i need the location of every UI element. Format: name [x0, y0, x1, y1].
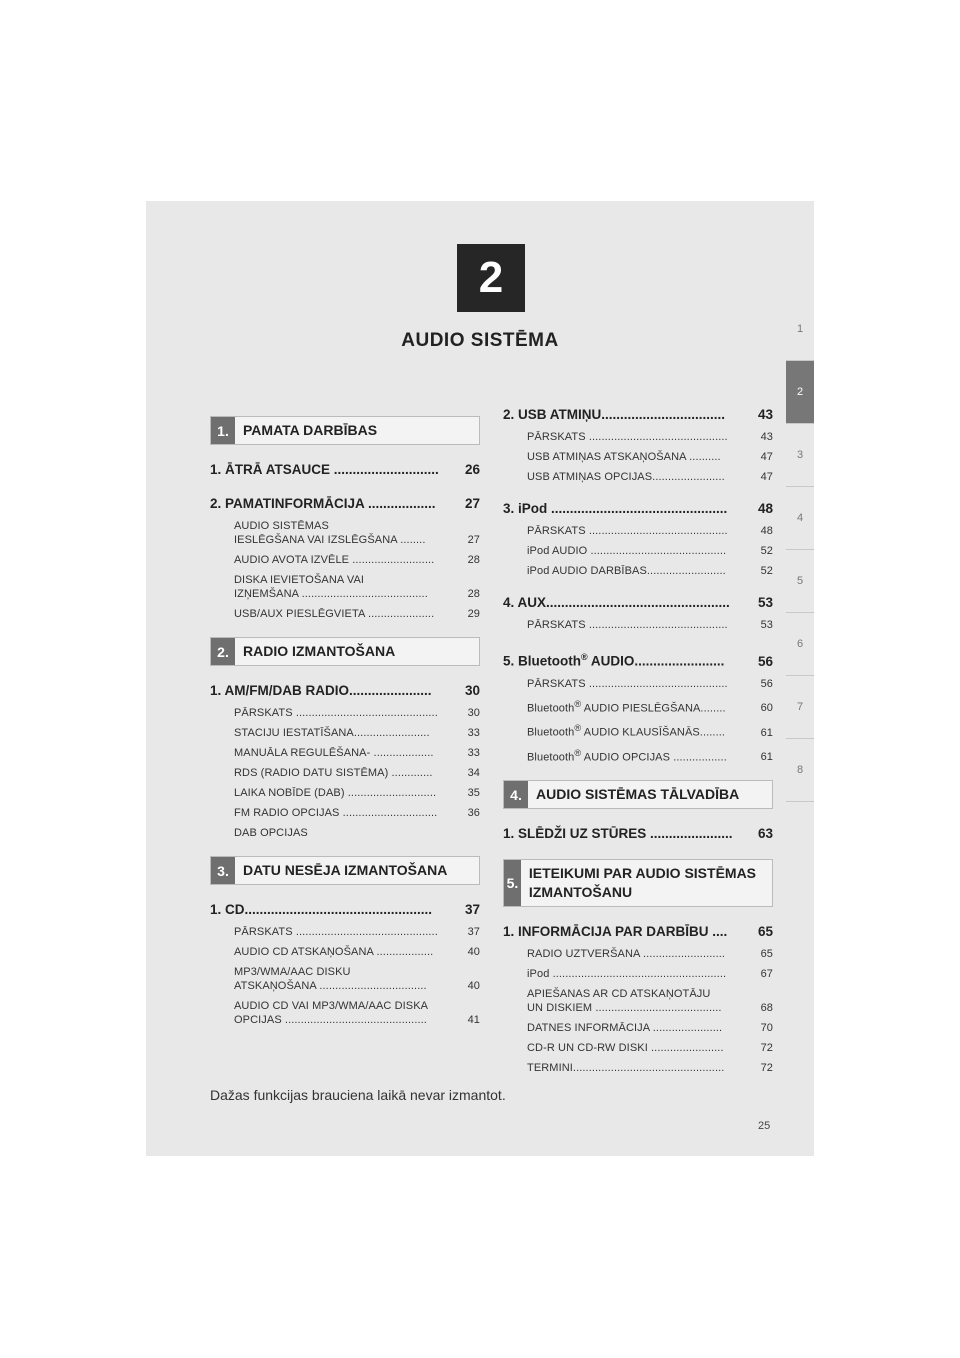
section-title: IETEIKUMI PAR AUDIO SISTĒMAS IZMANTOŠANU [528, 865, 757, 901]
toc-sub-label: USB ATMIŅAS OPCIJAS....................... [527, 471, 725, 483]
chapter-tab-1[interactable]: 1 [786, 298, 814, 361]
footnote: Dažas funkcijas brauciena laikā nevar izmantot. [210, 1087, 506, 1103]
section-title: AUDIO SISTĒMAS TĀLVADĪBA [536, 786, 740, 803]
toc-sub-page: 72 [760, 1062, 773, 1075]
section-header [210, 856, 480, 885]
toc-entry-page: 30 [464, 683, 480, 698]
section-header [503, 859, 773, 907]
toc-sub-entry[interactable] [527, 524, 773, 538]
toc-sub-page: 36 [467, 807, 480, 819]
toc-entry[interactable] [210, 461, 480, 479]
toc-entry-page: 48 [757, 501, 773, 516]
toc-sub-page: 53 [760, 619, 773, 631]
chapter-tab-3[interactable]: 3 [786, 424, 814, 487]
toc-sub-entry[interactable] [234, 519, 480, 547]
toc-entry-label: 3. iPod ............................................... [503, 501, 728, 516]
toc-sub-entry[interactable] [234, 607, 480, 621]
toc-sub-label: APIEŠANAS AR CD ATSKAŅOTĀJU UN DISKIEM ........................................ [527, 988, 722, 1015]
toc-sub-list [527, 618, 773, 632]
toc-sub-entry[interactable] [527, 987, 773, 1015]
chapter-tab-blank [786, 802, 814, 872]
section-number: 1. [211, 417, 235, 444]
toc-entry-page: 37 [464, 902, 480, 917]
toc-sub-page: 68 [760, 1002, 773, 1015]
toc-sub-page: 72 [760, 1042, 773, 1055]
toc-entry-label: 1. ĀTRĀ ATSAUCE ............................ [210, 462, 439, 477]
toc-entry[interactable] [503, 825, 773, 843]
toc-sub-label: MP3/WMA/AAC DISKU ATSKAŅOŠANA .................................. [234, 966, 427, 992]
toc-sub-entry[interactable] [527, 564, 773, 578]
section-title: RADIO IZMANTOŠANA [243, 643, 396, 659]
toc-sub-page: 33 [467, 727, 480, 739]
toc-entry-label: 4. AUX................................................. [503, 595, 730, 610]
section-number: 4. [504, 781, 528, 808]
toc-sub-page: 41 [467, 1014, 480, 1026]
toc-sub-page: 65 [760, 948, 773, 961]
toc-sub-entry[interactable] [527, 947, 773, 961]
toc-entry[interactable] [210, 901, 480, 919]
toc-sub-label: FM RADIO OPCIJAS .............................. [234, 807, 438, 819]
toc-sub-label: PĀRSKATS ............................................ [527, 431, 728, 443]
toc-sub-label: CD-R UN CD-RW DISKI ....................... [527, 1042, 724, 1055]
toc-sub-label: iPod AUDIO DARBĪBAS......................... [527, 565, 726, 577]
toc-entry-page: 63 [757, 826, 773, 842]
toc-entry-page: 26 [464, 462, 480, 477]
toc-sub-label: MANUĀLA REGULĒŠANA- ................... [234, 747, 434, 759]
toc-sub-label: PĀRSKATS ............................................ [527, 619, 728, 631]
section-number: 2. [211, 638, 235, 665]
toc-entry-label: 2. USB ATMIŅU................................. [503, 407, 726, 422]
toc-sub-entry[interactable] [527, 721, 773, 740]
chapter-tab-4[interactable]: 4 [786, 487, 814, 550]
toc-sub-label: DISKA IEVIETOŠANA VAI IZŅEMŠANA ........................................ [234, 574, 428, 600]
toc-sub-entry[interactable] [527, 1061, 773, 1075]
toc-sub-entry[interactable] [234, 945, 480, 959]
toc-sub-entry[interactable] [234, 965, 480, 993]
toc-sub-entry[interactable] [234, 746, 480, 760]
toc-sub-label: AUDIO CD VAI MP3/WMA/AAC DISKA OPCIJAS ............................................. [234, 1000, 429, 1026]
toc-sub-label: RDS (RADIO DATU SISTĒMA) ............. [234, 767, 433, 779]
toc-sub-entry[interactable] [234, 553, 480, 567]
toc-sub-label: DATNES INFORMĀCIJA ...................... [527, 1022, 723, 1035]
toc-sub-entry[interactable] [234, 999, 480, 1027]
toc-sub-page: 52 [760, 565, 773, 577]
toc-sub-page: 43 [760, 431, 773, 443]
toc-sub-entry[interactable] [234, 826, 480, 840]
toc-sub-list [527, 947, 773, 1075]
toc-sub-label: AUDIO CD ATSKAŅOŠANA .................. [234, 946, 434, 958]
toc-entry-label: 2. PAMATINFORMĀCIJA .................. [210, 496, 436, 511]
toc-sub-label: PĀRSKATS ............................................. [234, 707, 438, 719]
toc-sub-list [527, 677, 773, 765]
toc-sub-label: PĀRSKATS ............................................ [527, 525, 728, 537]
toc-sub-page: 28 [467, 554, 480, 566]
section-number: 5. [504, 860, 521, 906]
toc-sub-entry[interactable] [527, 618, 773, 632]
toc-entry-label: 5. Bluetooth® AUDIO........................ [503, 652, 725, 669]
toc-entry[interactable] [210, 682, 480, 700]
page-number: 25 [758, 1120, 771, 1132]
toc-sub-label: iPod ....................................................... [527, 968, 727, 981]
toc-sub-list [527, 430, 773, 484]
toc-sub-label: TERMINI................................................ [527, 1062, 725, 1075]
toc-sub-label: DAB OPCIJAS [234, 827, 308, 839]
toc-sub-label: PĀRSKATS ............................................. [234, 926, 438, 938]
section-number: 3. [211, 857, 235, 884]
toc-sub-label: PĀRSKATS ............................................ [527, 677, 728, 690]
toc-sub-entry[interactable] [527, 967, 773, 981]
toc-entry-page: 65 [757, 924, 773, 940]
toc-sub-page: 27 [467, 534, 480, 546]
toc-entry-page: 43 [757, 407, 773, 422]
chapter-tab-8[interactable]: 8 [786, 739, 814, 802]
toc-sub-entry[interactable] [527, 677, 773, 691]
toc-entry[interactable] [503, 594, 773, 612]
section-header [210, 637, 480, 666]
toc-sub-entry[interactable] [527, 1041, 773, 1055]
toc-entry-label: 1. AM/FM/DAB RADIO...................... [210, 683, 432, 698]
toc-sub-list [234, 706, 480, 840]
toc-sub-page: 33 [467, 747, 480, 759]
toc-sub-entry[interactable] [527, 746, 773, 765]
chapter-tabs [786, 298, 814, 872]
toc-entry[interactable] [503, 500, 773, 518]
toc-sub-page: 70 [760, 1022, 773, 1035]
toc-entry[interactable] [210, 495, 480, 513]
toc-sub-list [234, 925, 480, 1027]
toc-sub-entry[interactable] [234, 726, 480, 740]
toc-sub-entry[interactable] [234, 786, 480, 800]
toc-sub-label: Bluetooth® AUDIO PIESLĒGŠANA........ [527, 698, 726, 715]
chapter-title: AUDIO SISTĒMA [401, 330, 559, 351]
toc-sub-page: 48 [760, 525, 773, 537]
toc-sub-page: 40 [467, 980, 480, 992]
toc-sub-entry[interactable] [527, 1021, 773, 1035]
toc-entry-label: 1. INFORMĀCIJA PAR DARBĪBU .... [503, 924, 728, 940]
toc-entry[interactable] [503, 648, 773, 671]
toc-sub-entry[interactable] [234, 925, 480, 939]
toc-sub-label: AUDIO AVOTA IZVĒLE .......................... [234, 554, 435, 566]
right-column [503, 406, 773, 1081]
toc-entry-label: 1. CD.................................................. [210, 902, 433, 917]
toc-entry[interactable] [503, 923, 773, 941]
section-header [503, 780, 773, 809]
toc-sub-entry[interactable] [527, 544, 773, 558]
toc-entry-page: 27 [464, 496, 480, 511]
section-header [210, 416, 480, 445]
toc-sub-entry[interactable] [234, 766, 480, 780]
toc-sub-page: 67 [760, 968, 773, 981]
toc-sub-list [234, 519, 480, 621]
toc-sub-page: 40 [467, 946, 480, 958]
toc-sub-page: 52 [760, 545, 773, 557]
toc-sub-page: 56 [760, 677, 773, 690]
chapter-tab-7[interactable]: 7 [786, 676, 814, 739]
toc-sub-list [527, 524, 773, 578]
toc-sub-page: 28 [467, 588, 480, 600]
left-column [210, 416, 480, 1033]
toc-entry-label: 1. SLĒDŽI UZ STŪRES ...................... [503, 826, 733, 842]
toc-sub-page: 47 [760, 471, 773, 483]
section-title: PAMATA DARBĪBAS [243, 422, 378, 438]
toc-sub-label: LAIKA NOBĪDE (DAB) ............................ [234, 787, 437, 799]
toc-sub-page: 47 [760, 451, 773, 463]
toc-sub-page: 35 [467, 787, 480, 799]
toc-sub-page: 61 [760, 726, 773, 739]
toc-sub-page: 37 [467, 926, 480, 938]
toc-sub-page: 29 [467, 608, 480, 620]
toc-sub-page: 61 [760, 751, 773, 764]
toc-sub-label: RADIO UZTVERŠANA .......................... [527, 948, 726, 961]
toc-sub-label: AUDIO SISTĒMAS IESLĒGŠANA VAI IZSLĒGŠANA ........ [234, 520, 426, 546]
toc-sub-label: STACIJU IESTATĪŠANA........................ [234, 727, 430, 739]
chapter-tab-2[interactable]: 2 [786, 361, 814, 424]
toc-sub-entry[interactable] [527, 697, 773, 716]
toc-entry-page: 56 [757, 653, 773, 669]
chapter-tab-5[interactable]: 5 [786, 550, 814, 613]
toc-sub-label: Bluetooth® AUDIO KLAUSĪŠANĀS........ [527, 723, 726, 739]
toc-sub-page: 30 [467, 707, 480, 719]
toc-sub-label: USB/AUX PIESLĒGVIETA ..................... [234, 608, 435, 620]
toc-sub-entry[interactable] [527, 470, 773, 484]
toc-sub-entry[interactable] [234, 706, 480, 720]
toc-sub-label: Bluetooth® AUDIO OPCIJAS ................. [527, 747, 727, 764]
toc-sub-entry[interactable] [234, 806, 480, 820]
chapter-tab-6[interactable]: 6 [786, 613, 814, 676]
toc-sub-label: USB ATMIŅAS ATSKAŅOŠANA .......... [527, 451, 721, 463]
toc-entry-page: 53 [757, 595, 773, 610]
toc-sub-entry[interactable] [527, 430, 773, 444]
section-title: DATU NESĒJA IZMANTOŠANA [243, 862, 448, 878]
toc-entry[interactable] [503, 406, 773, 424]
chapter-number: 2 [457, 244, 525, 312]
toc-sub-page: 60 [760, 702, 773, 715]
toc-sub-page: 34 [467, 767, 480, 779]
toc-sub-entry[interactable] [527, 450, 773, 464]
toc-sub-label: iPod AUDIO ........................................... [527, 545, 727, 557]
toc-sub-entry[interactable] [234, 573, 480, 601]
